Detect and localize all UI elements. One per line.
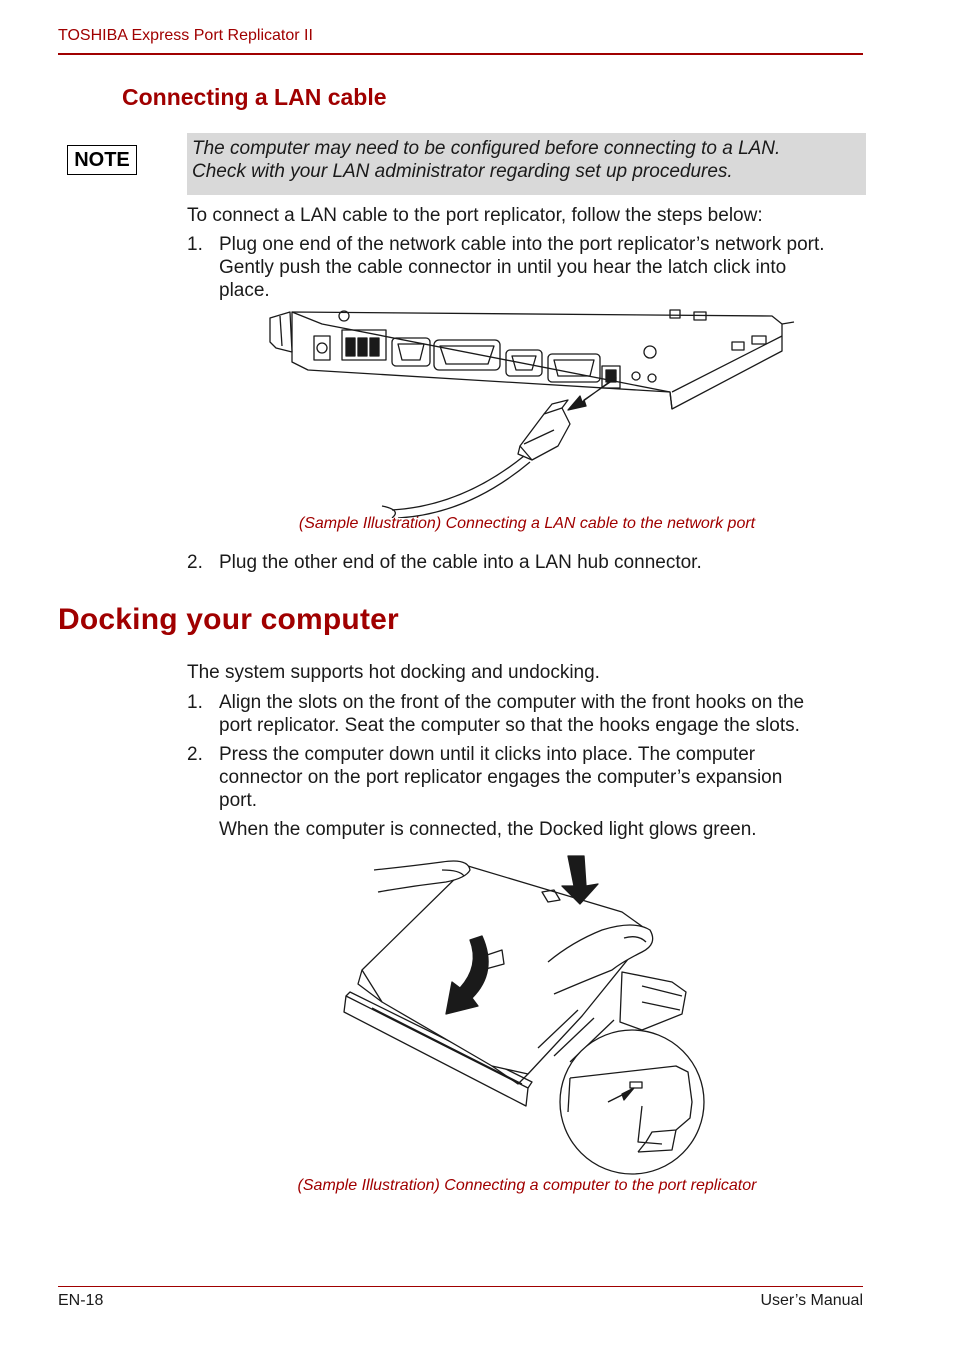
lan-step-1 xyxy=(187,233,867,303)
section-heading-docking: Docking your computer xyxy=(58,603,399,636)
step-line: place. xyxy=(219,280,270,301)
header-rule xyxy=(58,53,863,55)
page-number: EN-18 xyxy=(58,1292,104,1309)
note-line: The computer may need to be configured before connecting to a LAN. xyxy=(192,138,781,159)
dock-step-1 xyxy=(187,691,867,737)
step-line: Plug one end of the network cable into the port replicator’s network port. xyxy=(219,234,825,255)
dock-intro: The system supports hot docking and undocking. xyxy=(187,662,600,683)
note-label: NOTE xyxy=(67,145,137,175)
lan-figure-caption: (Sample Illustration) Connecting a LAN cable to the network port xyxy=(298,515,756,532)
running-header: TOSHIBA Express Port Replicator II xyxy=(58,27,313,44)
section-heading-lan: Connecting a LAN cable xyxy=(122,84,387,110)
step-number: 1. xyxy=(187,692,203,713)
lan-step-2 xyxy=(187,551,867,574)
dock-step-2 xyxy=(187,743,867,813)
step-number: 2. xyxy=(187,552,203,573)
step-number: 1. xyxy=(187,234,203,255)
step-line: Align the slots on the front of the computer with the front hooks on the xyxy=(219,692,805,713)
step-line: port replicator. Seat the computer so that the hooks engage the slots. xyxy=(219,715,800,736)
lan-intro: To connect a LAN cable to the port replicator, follow the steps below: xyxy=(187,205,763,226)
dock-followup: When the computer is connected, the Docked light glows green. xyxy=(219,819,757,840)
lan-cable-illustration xyxy=(262,306,802,518)
manual-title: User’s Manual xyxy=(760,1292,863,1309)
note-box xyxy=(187,133,866,195)
step-line: Plug the other end of the cable into a LAN hub connector. xyxy=(219,552,702,573)
dock-figure-caption: (Sample Illustration) Connecting a computer to the port replicator xyxy=(297,1177,757,1194)
step-number: 2. xyxy=(187,744,203,765)
note-line: Check with your LAN administrator regarding set up procedures. xyxy=(192,161,733,182)
footer-rule xyxy=(58,1286,863,1287)
step-line: connector on the port replicator engages the computer’s expansion xyxy=(219,767,783,788)
step-line: Gently push the cable connector in until you hear the latch click into xyxy=(219,257,787,278)
step-line: port. xyxy=(219,790,258,811)
docking-illustration xyxy=(342,852,712,1178)
step-line: Press the computer down until it clicks into place. The computer xyxy=(219,744,756,765)
